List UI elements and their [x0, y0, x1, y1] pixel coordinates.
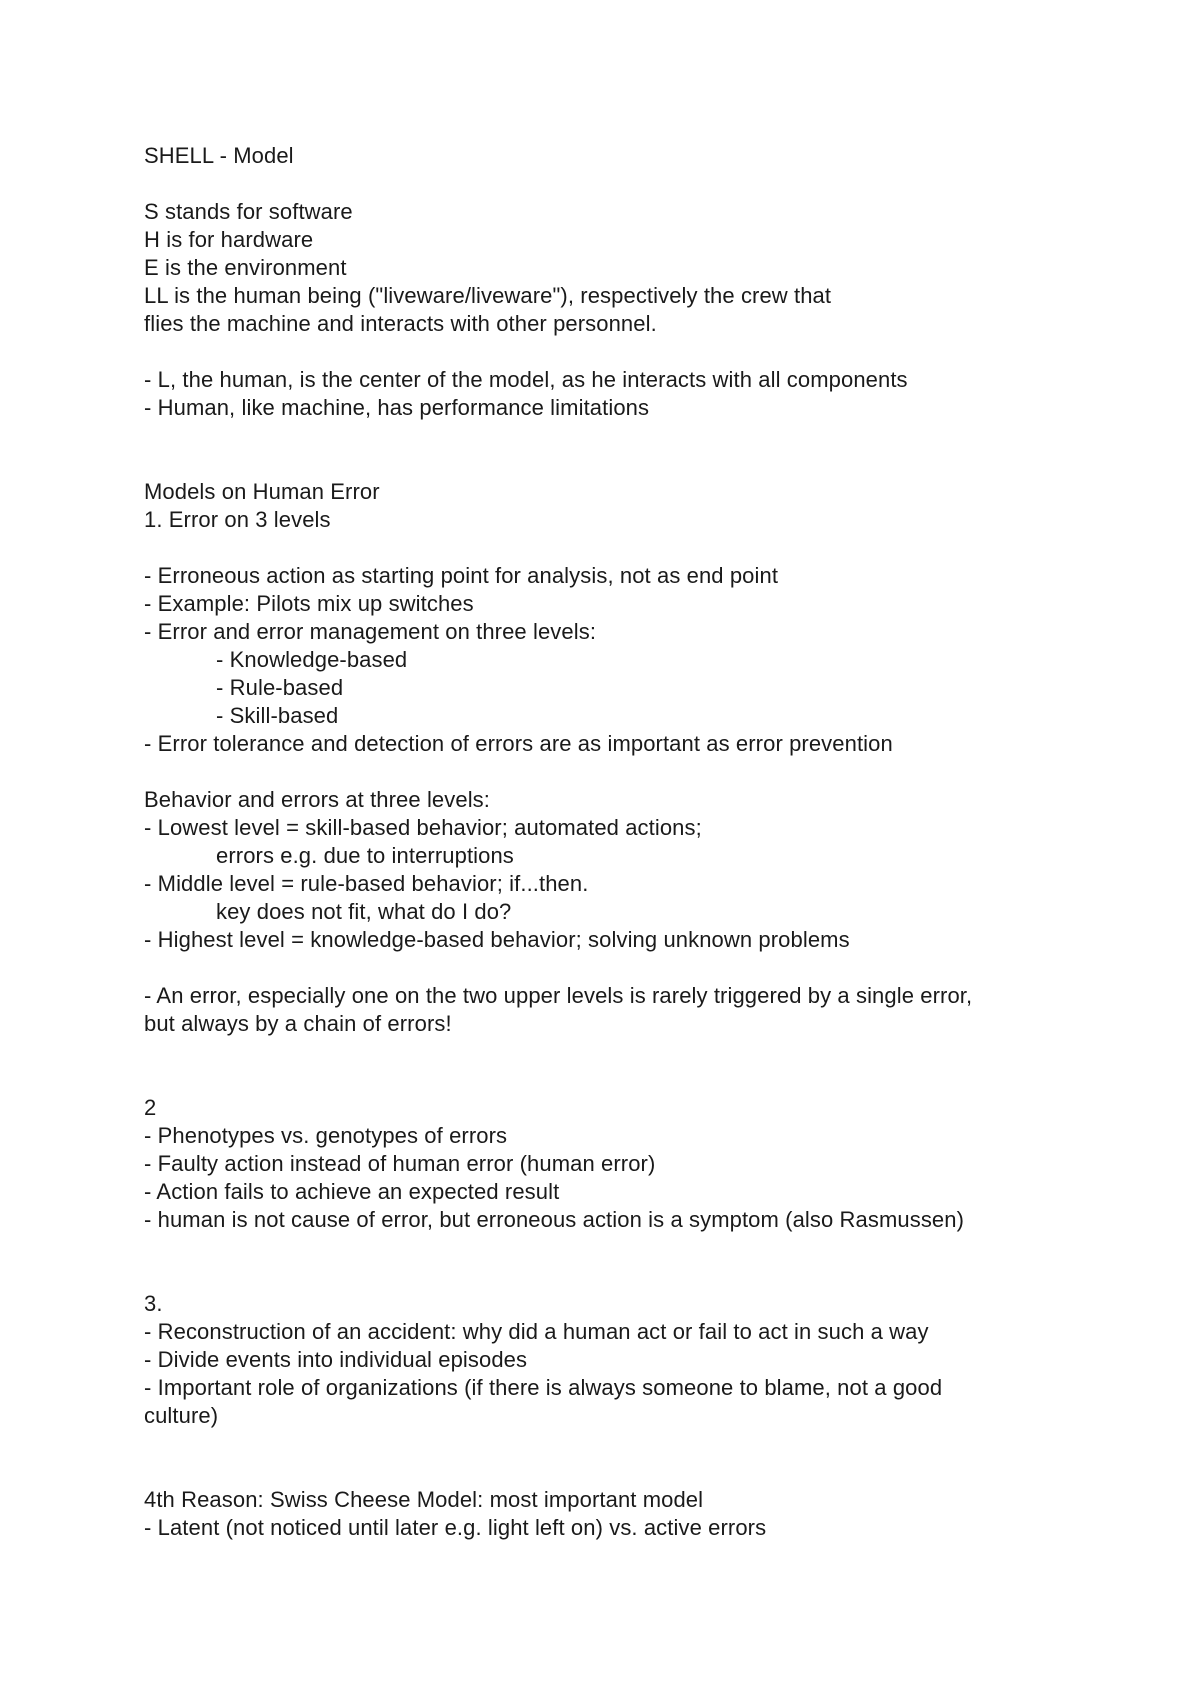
spacer — [144, 1430, 1084, 1486]
behavior-lowest: - Lowest level = skill-based behavior; automated actions; — [144, 815, 702, 840]
section3-point: - Important role of organizations (if there is always someone to blame, not a good — [144, 1375, 943, 1400]
spacer — [144, 1234, 1084, 1290]
models-sub-level: - Rule-based — [216, 675, 344, 700]
spacer — [144, 758, 1084, 786]
shell-line: LL is the human being ("liveware/liveware"), respectively the crew that — [144, 283, 832, 308]
section4-point: - Latent (not noticed until later e.g. light left on) vs. active errors — [144, 1515, 767, 1540]
section2-point: - Faulty action instead of human error (human error) — [144, 1151, 656, 1176]
spacer — [144, 170, 1084, 198]
section3-number: 3. — [144, 1291, 163, 1316]
shell-line: H is for hardware — [144, 227, 314, 252]
behavior-highest: - Highest level = knowledge-based behavior; solving unknown problems — [144, 927, 850, 952]
behavior-title: Behavior and errors at three levels: — [144, 787, 490, 812]
shell-point: - L, the human, is the center of the model, as he interacts with all components — [144, 367, 908, 392]
section3-point: - Reconstruction of an accident: why did a human act or fail to act in such a way — [144, 1319, 929, 1344]
section2-number: 2 — [144, 1095, 157, 1120]
models-title: Models on Human Error — [144, 479, 380, 504]
behavior-chain: - An error, especially one on the two upper levels is rarely triggered by a single error, — [144, 983, 973, 1008]
behavior-lowest-detail: errors e.g. due to interruptions — [216, 843, 514, 868]
section2-point: - human is not cause of error, but erroneous action is a symptom (also Rasmussen) — [144, 1207, 965, 1232]
models-point: - Example: Pilots mix up switches — [144, 591, 474, 616]
spacer — [144, 954, 1084, 982]
section3-point: - Divide events into individual episodes — [144, 1347, 528, 1372]
shell-line: E is the environment — [144, 255, 347, 280]
shell-line: flies the machine and interacts with other personnel. — [144, 311, 657, 336]
models-subtitle: 1. Error on 3 levels — [144, 507, 331, 532]
behavior-middle-detail: key does not fit, what do I do? — [216, 899, 512, 924]
shell-line: S stands for software — [144, 199, 353, 224]
section2-point: - Action fails to achieve an expected result — [144, 1179, 560, 1204]
spacer — [144, 1038, 1084, 1094]
document-body — [144, 142, 1084, 1542]
shell-title: SHELL - Model — [144, 143, 294, 168]
section2-point: - Phenotypes vs. genotypes of errors — [144, 1123, 508, 1148]
models-tolerance: - Error tolerance and detection of errors are as important as error prevention — [144, 731, 893, 756]
shell-point: - Human, like machine, has performance limitations — [144, 395, 650, 420]
section4-title: 4th Reason: Swiss Cheese Model: most important model — [144, 1487, 704, 1512]
models-sub-level: - Knowledge-based — [216, 647, 408, 672]
models-sub-level: - Skill-based — [216, 703, 339, 728]
behavior-chain: but always by a chain of errors! — [144, 1011, 452, 1036]
section3-point: culture) — [144, 1403, 219, 1428]
models-point: - Error and error management on three levels: — [144, 619, 597, 644]
models-point: - Erroneous action as starting point for analysis, not as end point — [144, 563, 779, 588]
behavior-middle: - Middle level = rule-based behavior; if...then. — [144, 871, 589, 896]
spacer — [144, 422, 1084, 478]
spacer — [144, 338, 1084, 366]
spacer — [144, 534, 1084, 562]
